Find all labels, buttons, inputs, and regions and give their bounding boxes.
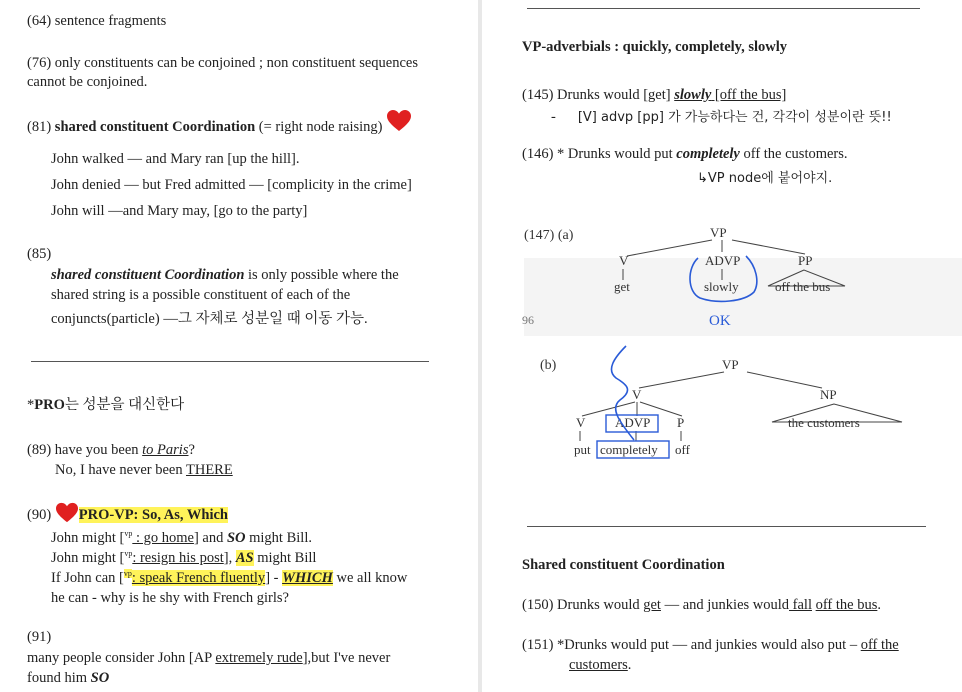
item-85-line2: shared string is a possible constituent of each of the: [51, 287, 351, 303]
tree-b-the-customers: the customers: [788, 415, 860, 430]
item-91-number: (91): [27, 629, 52, 645]
tree-b-off: off: [675, 442, 690, 457]
item-91-line1: many people consider John [AP extremely rude],but I've never: [27, 650, 391, 666]
tree-a-vp: VP: [710, 225, 727, 240]
item-151-line1: (151) *Drunks would put — and junkies would also put – off the: [522, 637, 899, 653]
top-divider: [527, 8, 920, 9]
item-89-line1: (89) have you been to Paris?: [27, 442, 195, 458]
item-76-line2: cannot be conjoined.: [27, 74, 148, 90]
item-91-line2: found him SO: [27, 670, 110, 686]
right-page: [482, 0, 962, 692]
tree-147b: [522, 340, 942, 465]
pro-note: *PRO는 성분을 대신한다: [27, 397, 185, 413]
item-85-line3: conjuncts(particle) —그 자체로 성분일 때 이동 가능.: [51, 311, 368, 327]
tree-a-branch: [627, 240, 712, 256]
item-76-line1: (76) only constituents can be conjoined ; non constituent sequences: [27, 55, 419, 71]
scc-heading: Shared constituent Coordination: [522, 557, 725, 573]
tree-b-branch: [639, 372, 724, 388]
tree-b-branch: [640, 402, 682, 416]
item-151-line2: customers.: [569, 657, 632, 673]
item-85-number: (85): [27, 246, 52, 262]
example-81-3: John will —and Mary may, [go to the party]: [51, 203, 308, 219]
example-81-1: John walked — and Mary ran [up the hill].: [51, 151, 300, 167]
item-150: (150) Drunks would get — and junkies would fall off the bus.: [522, 597, 881, 613]
item-85-line1: shared constituent Coordination is only possible where the: [51, 267, 399, 283]
item-90-line4: he can - why is he shy with French girls?: [51, 590, 289, 606]
item-64: (64) sentence fragments: [27, 13, 167, 29]
tree-b-branch: [747, 372, 822, 388]
page-number: 96: [522, 313, 534, 327]
tree-b-p: P: [677, 415, 685, 430]
divider-2: [527, 526, 926, 527]
tree-b-v: V: [576, 415, 586, 430]
item-146-note: ↳VP node에 붙어야지.: [697, 171, 833, 186]
item-90-heading: (90) PRO-VP: So, As, Which: [27, 507, 228, 524]
item-90-line1: John might [$^{vp}$ : go home] and SO might Bill.: [51, 529, 312, 546]
tree-a-v: V: [619, 253, 629, 268]
pen-ok: OK: [709, 313, 731, 329]
tree-a-pp: PP: [798, 253, 813, 268]
tree-b-put: put: [574, 442, 591, 457]
tree-a-get: get: [614, 279, 630, 294]
divider: [31, 361, 429, 362]
item-145-line1: (145) Drunks would [get] slowly [off the bus]: [522, 87, 787, 103]
left-page: [0, 0, 478, 692]
item-146-line1: (146) * Drunks would put completely off the customers.: [522, 146, 848, 162]
item-145-note: - [V] advp [pp] 가 가능하다는 건, 각각이 성분이란 뜻!!: [551, 109, 892, 125]
tree-b-vp: VP: [722, 357, 739, 372]
example-81-2: John denied — but Fred admitted — [complicity in the crime]: [51, 177, 412, 193]
heart-icon: [386, 109, 412, 133]
tree-b-np: NP: [820, 387, 837, 402]
tree-b-v-mid: V: [632, 387, 642, 402]
tree-b-label: (b): [540, 358, 557, 373]
item-90-line2: John might [$^{vp}$: resign his post], AS might Bill: [51, 549, 317, 566]
tree-b-advp: ADVP: [615, 415, 651, 430]
tree-a-advp: ADVP: [705, 253, 741, 268]
item-90-line3: If John can [$^{vp}$: speak French fluently] - WHICH we all know: [51, 569, 408, 586]
tree-a-slowly: slowly: [704, 279, 739, 294]
vp-adverbials-heading: VP-adverbials : quickly, completely, slowly: [522, 39, 788, 55]
tree-a-label: (147) (a): [524, 228, 574, 243]
item-89-line2: No, I have never been THERE: [55, 462, 233, 478]
heart-icon: [55, 502, 79, 524]
tree-a-off-the-bus: off the bus: [775, 279, 831, 294]
item-81-heading: (81) shared constituent Coordination (= right node raising): [27, 119, 412, 136]
tree-a-branch: [732, 240, 805, 254]
tree-b-completely: completely: [600, 442, 658, 457]
tree-b-branch: [582, 402, 635, 416]
tree-147a: [522, 220, 942, 330]
